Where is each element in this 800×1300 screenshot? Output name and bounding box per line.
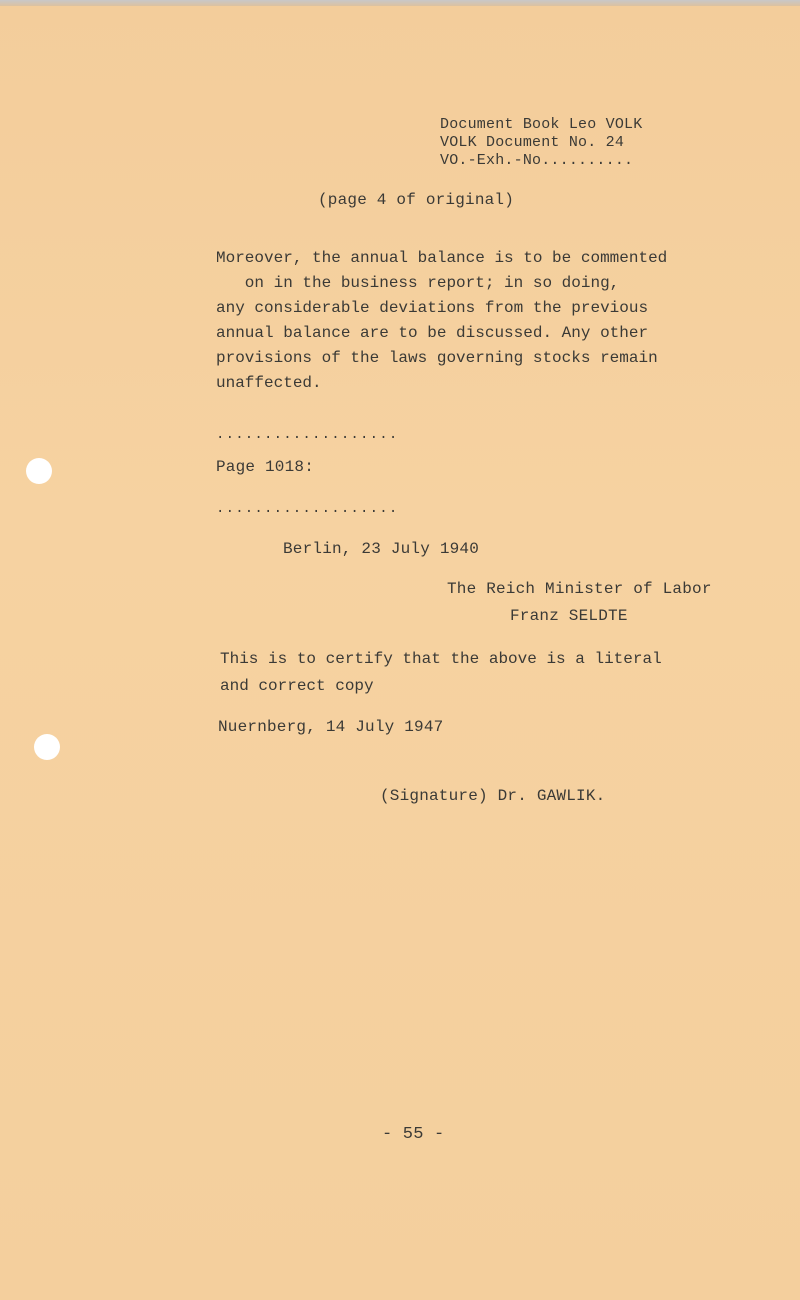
header-exhibit-number: VO.-Exh.-No.......... [440, 152, 634, 169]
paragraph-line: any considerable deviations from the previous [216, 299, 649, 317]
body-paragraph [216, 246, 716, 396]
punch-hole-upper [26, 458, 52, 484]
page-top-edge [0, 0, 800, 6]
original-page-reference: (page 4 of original) [318, 191, 515, 209]
paragraph-line: Moreover, the annual balance is to be commented [216, 249, 668, 267]
place-and-date: Berlin, 23 July 1940 [283, 540, 480, 558]
punch-hole-lower [34, 734, 60, 760]
certification-line: This is to certify that the above is a literal [220, 650, 662, 668]
minister-title: The Reich Minister of Labor [447, 580, 712, 598]
certification-line: and correct copy [220, 677, 374, 695]
paragraph-line: annual balance are to be discussed. Any other [216, 324, 649, 342]
dotted-separator-top: ................... [216, 427, 399, 443]
paragraph-line: provisions of the laws governing stocks remain [216, 349, 658, 367]
page-number-reference: Page 1018: [216, 458, 315, 476]
signature-line: (Signature) Dr. GAWLIK. [380, 787, 606, 805]
paragraph-line: unaffected. [216, 374, 322, 392]
header-document-book: Document Book Leo VOLK [440, 116, 643, 133]
certification-place-date: Nuernberg, 14 July 1947 [218, 718, 444, 736]
paragraph-line: on in the business report; in so doing, [216, 274, 620, 292]
page-number-footer: - 55 - [382, 1125, 445, 1144]
header-document-number: VOLK Document No. 24 [440, 134, 625, 151]
minister-name: Franz SELDTE [510, 607, 628, 625]
dotted-separator-bottom: ................... [216, 501, 399, 517]
certification-statement [220, 646, 662, 700]
